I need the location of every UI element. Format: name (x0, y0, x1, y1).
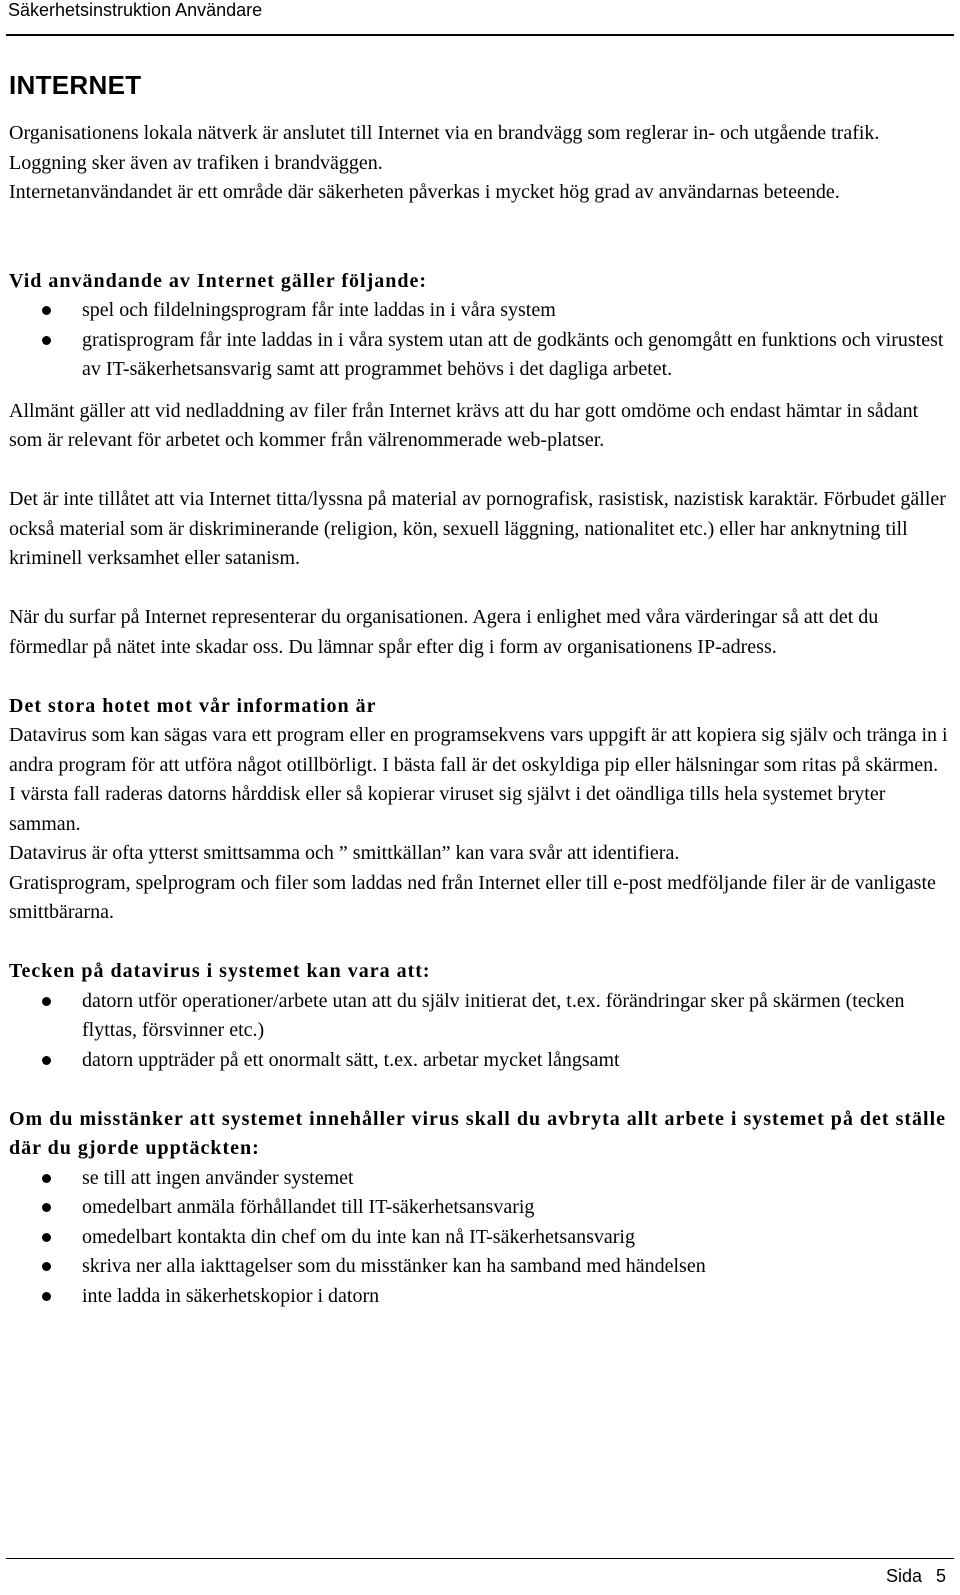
bullet-icon (42, 1056, 51, 1065)
section-title: INTERNET (9, 70, 142, 100)
suspect-heading: Om du misstänker att systemet innehåller virus skall du avbryta allt arbete i systemet på det ställe där du gjorde upptäckten: (9, 1107, 947, 1159)
list-item (9, 296, 949, 326)
list-item-text: gratisprogram får inte laddas in i våra system utan att de godkänts och genomgått en funktions och virustest av IT-säkerhetsansvarig samt att programmet behövs i det dagliga arbetet. (82, 328, 944, 380)
signs-heading: Tecken på datavirus i systemet kan vara att: (9, 960, 431, 982)
intro-paragraph-1: Organisationens lokala nätverk är anslutet till Internet via en brandvägg som reglerar in- och utgående trafik. Loggning sker även av trafiken i brandväggen. (9, 122, 880, 174)
header-divider (6, 34, 954, 36)
list-item (9, 1282, 949, 1312)
page-number: 5 (935, 1566, 946, 1586)
bullet-icon (42, 1262, 51, 1271)
list-item (9, 987, 949, 1046)
bullet-icon (42, 1233, 51, 1242)
representation-paragraph: När du surfar på Internet representerar du organisationen. Agera i enlighet med våra värderingar så att det du förmedlar på nätet inte skadar oss. Du lämnar spår efter dig i form av organisationens IP-adress. (9, 606, 879, 658)
list-item-text: datorn utför operationer/arbete utan att du själv initierat det, t.ex. förändringar sker på skärmen (tecken flyttas, försvinner etc.) (82, 989, 905, 1041)
bullet-icon (42, 306, 51, 315)
bullet-icon (42, 1292, 51, 1301)
spacer (9, 1075, 949, 1105)
signs-list (9, 987, 949, 1076)
prohibited-paragraph: Det är inte tillåtet att via Internet titta/lyssna på material av pornografisk, rasistisk, nazistisk karaktär. Förbudet gäller också material som är diskriminerande (religion, kön, sexuell läggning, nationalitet etc.) eller har anknytning till kriminell verksamhet eller satanism. (9, 488, 946, 569)
list-item (9, 1164, 949, 1194)
list-item-text: omedelbart anmäla förhållandet till IT-säkerhetsansvarig (82, 1196, 535, 1218)
usage-heading: Vid användande av Internet gäller följande: (9, 269, 428, 292)
footer-divider (6, 1558, 954, 1559)
list-item (9, 1223, 949, 1253)
bullet-icon (42, 336, 51, 345)
suspect-list (9, 1164, 949, 1312)
list-item-text: omedelbart kontakta din chef om du inte kan nå IT-säkerhetsansvarig (82, 1225, 635, 1248)
bullet-icon (42, 1174, 51, 1183)
running-header: Säkerhetsinstruktion Användare (8, 0, 263, 20)
page-label: Sida (885, 1566, 922, 1586)
threat-heading: Det stora hotet mot vår information är (9, 694, 377, 717)
download-paragraph: Allmänt gäller att vid nedladdning av filer från Internet krävs att du har gott omdöme och endast hämtar in sådant som är relevant för arbetet och kommer från välrenommerade web-platser. (9, 399, 919, 451)
spacer (9, 385, 949, 397)
list-item-text: datorn uppträder på ett onormalt sätt, t.ex. arbetar mycket långsamt (82, 1048, 620, 1071)
intro-paragraph-2: Internetanvändandet är ett område där säkerheten påverkas i mycket hög grad av användarnas beteende. (9, 181, 840, 203)
list-item-text: spel och fildelningsprogram får inte laddas in i våra system (82, 299, 556, 321)
spacer (9, 237, 949, 267)
list-item (9, 1193, 949, 1223)
page-footer (886, 1566, 946, 1587)
list-item-text: inte ladda in säkerhetskopior i datorn (82, 1284, 380, 1307)
threat-paragraph-3: Gratisprogram, spelprogram och filer som laddas ned från Internet eller till e-post medföljande filer är de vanligaste smittbärarna. (9, 871, 936, 923)
list-item (9, 1252, 949, 1282)
bullet-icon (42, 1203, 51, 1212)
document-body (9, 68, 949, 1311)
list-item-text: skriva ner alla iakttagelser som du misstänker kan ha samband med händelsen (82, 1255, 706, 1277)
list-item-text: se till att ingen använder systemet (82, 1166, 354, 1189)
threat-paragraph-1: Datavirus som kan sägas vara ett program eller en programsekvens vars uppgift är att kopiera sig själv och tränga in i andra program för att utföra något otillbörligt. I bästa fall är det oskyldiga pip eller hälsningar som ritas på skärmen. I värsta fall raderas datorns hårddisk eller så kopierar viruset sig självt i det oändliga tills hela systemet bryter samman. (9, 724, 948, 835)
threat-paragraph-2: Datavirus är ofta ytterst smittsamma och ” smittkällan” kan vara svår att identifiera. (9, 842, 680, 864)
list-item (9, 1046, 949, 1076)
bullet-icon (42, 997, 51, 1006)
list-item (9, 326, 949, 385)
usage-list (9, 296, 949, 385)
